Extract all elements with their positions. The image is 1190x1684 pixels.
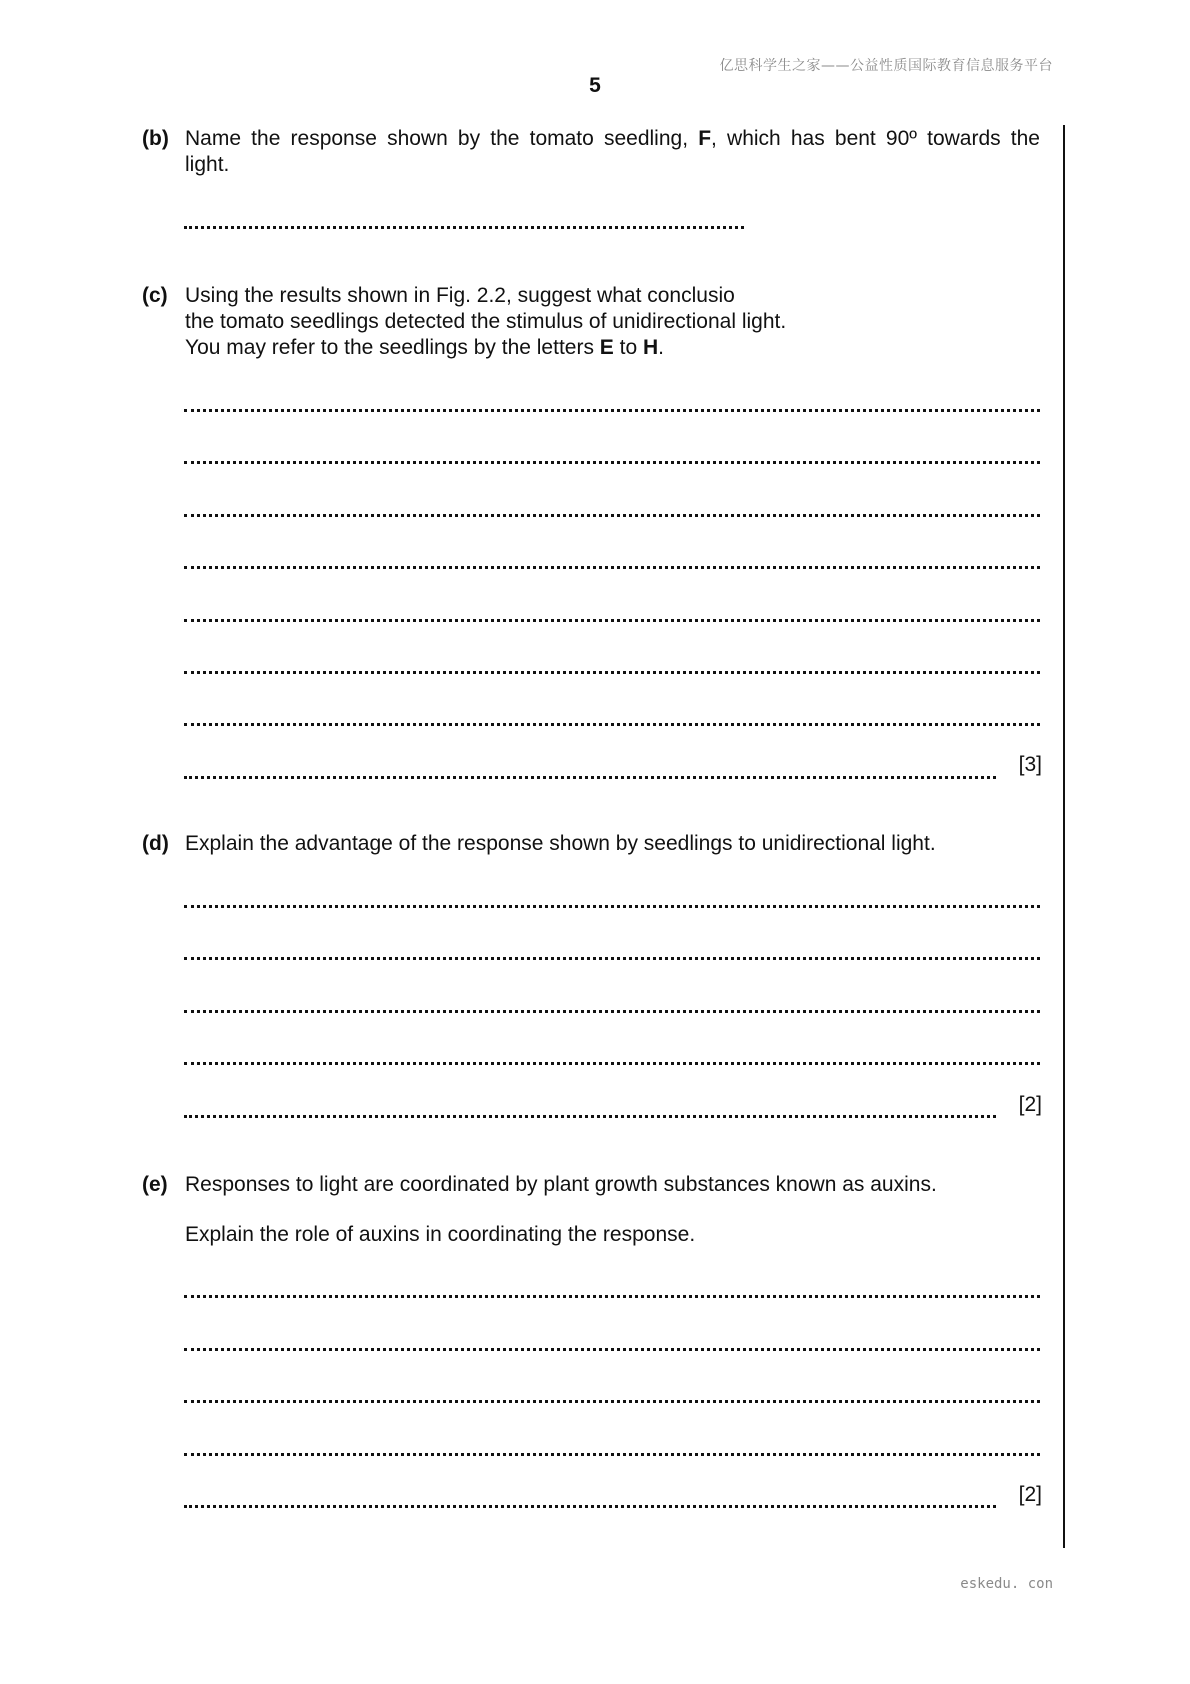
question-b-line-2: light. [185, 153, 230, 176]
answer-line-d-3[interactable] [184, 1010, 1040, 1013]
answer-line-c-5[interactable] [184, 619, 1040, 622]
margin-rule [1063, 125, 1065, 1548]
answer-line-c-4[interactable] [184, 566, 1040, 569]
question-d-label: (d) [142, 832, 169, 855]
question-e-text: Responses to light are coordinated by plant growth substances known as auxins. [185, 1173, 937, 1196]
question-b-label: (b) [142, 127, 169, 150]
answer-line-d-1[interactable] [184, 905, 1040, 908]
question-c-label: (c) [142, 284, 168, 307]
answer-line-b[interactable] [184, 226, 744, 229]
answer-line-c-7[interactable] [184, 723, 1040, 726]
question-d-text: Explain the advantage of the response shown by seedlings to unidirectional light. [185, 832, 936, 855]
answer-line-d-4[interactable] [184, 1062, 1040, 1065]
question-c-line-2: the tomato seedlings detected the stimulus of unidirectional light. [185, 310, 787, 333]
answer-line-c-3[interactable] [184, 514, 1040, 517]
question-b-line-1: Name the response shown by the tomato seedling, F, which has bent 90º towards the [185, 127, 1040, 150]
question-b-text [185, 126, 1040, 178]
question-c-line-1: Using the results shown in Fig. 2.2, suggest what conclusio [185, 284, 735, 307]
answer-line-e-1[interactable] [184, 1295, 1040, 1298]
marks-c: [3] [1018, 753, 1042, 776]
footer-site: eskedu. con [960, 1576, 1053, 1592]
watermark-header: 亿思科学生之家——公益性质国际教育信息服务平台 [719, 58, 1053, 74]
answer-line-c-6[interactable] [184, 671, 1040, 674]
question-e-instruction: Explain the role of auxins in coordinating the response. [185, 1223, 696, 1246]
page-number: 5 [589, 74, 601, 97]
answer-line-c-2[interactable] [184, 461, 1040, 464]
question-e-label: (e) [142, 1173, 168, 1196]
answer-line-c-1[interactable] [184, 409, 1040, 412]
answer-line-d-5[interactable] [184, 1115, 996, 1118]
marks-e: [2] [1018, 1483, 1042, 1506]
marks-d: [2] [1018, 1093, 1042, 1116]
answer-line-e-4[interactable] [184, 1453, 1040, 1456]
answer-line-d-2[interactable] [184, 957, 1040, 960]
answer-line-e-3[interactable] [184, 1400, 1040, 1403]
answer-line-e-2[interactable] [184, 1348, 1040, 1351]
question-c-text [185, 283, 1040, 361]
answer-line-c-8[interactable] [184, 776, 996, 779]
question-c-line-3: You may refer to the seedlings by the letters E to H. [185, 336, 665, 359]
answer-line-e-5[interactable] [184, 1505, 996, 1508]
